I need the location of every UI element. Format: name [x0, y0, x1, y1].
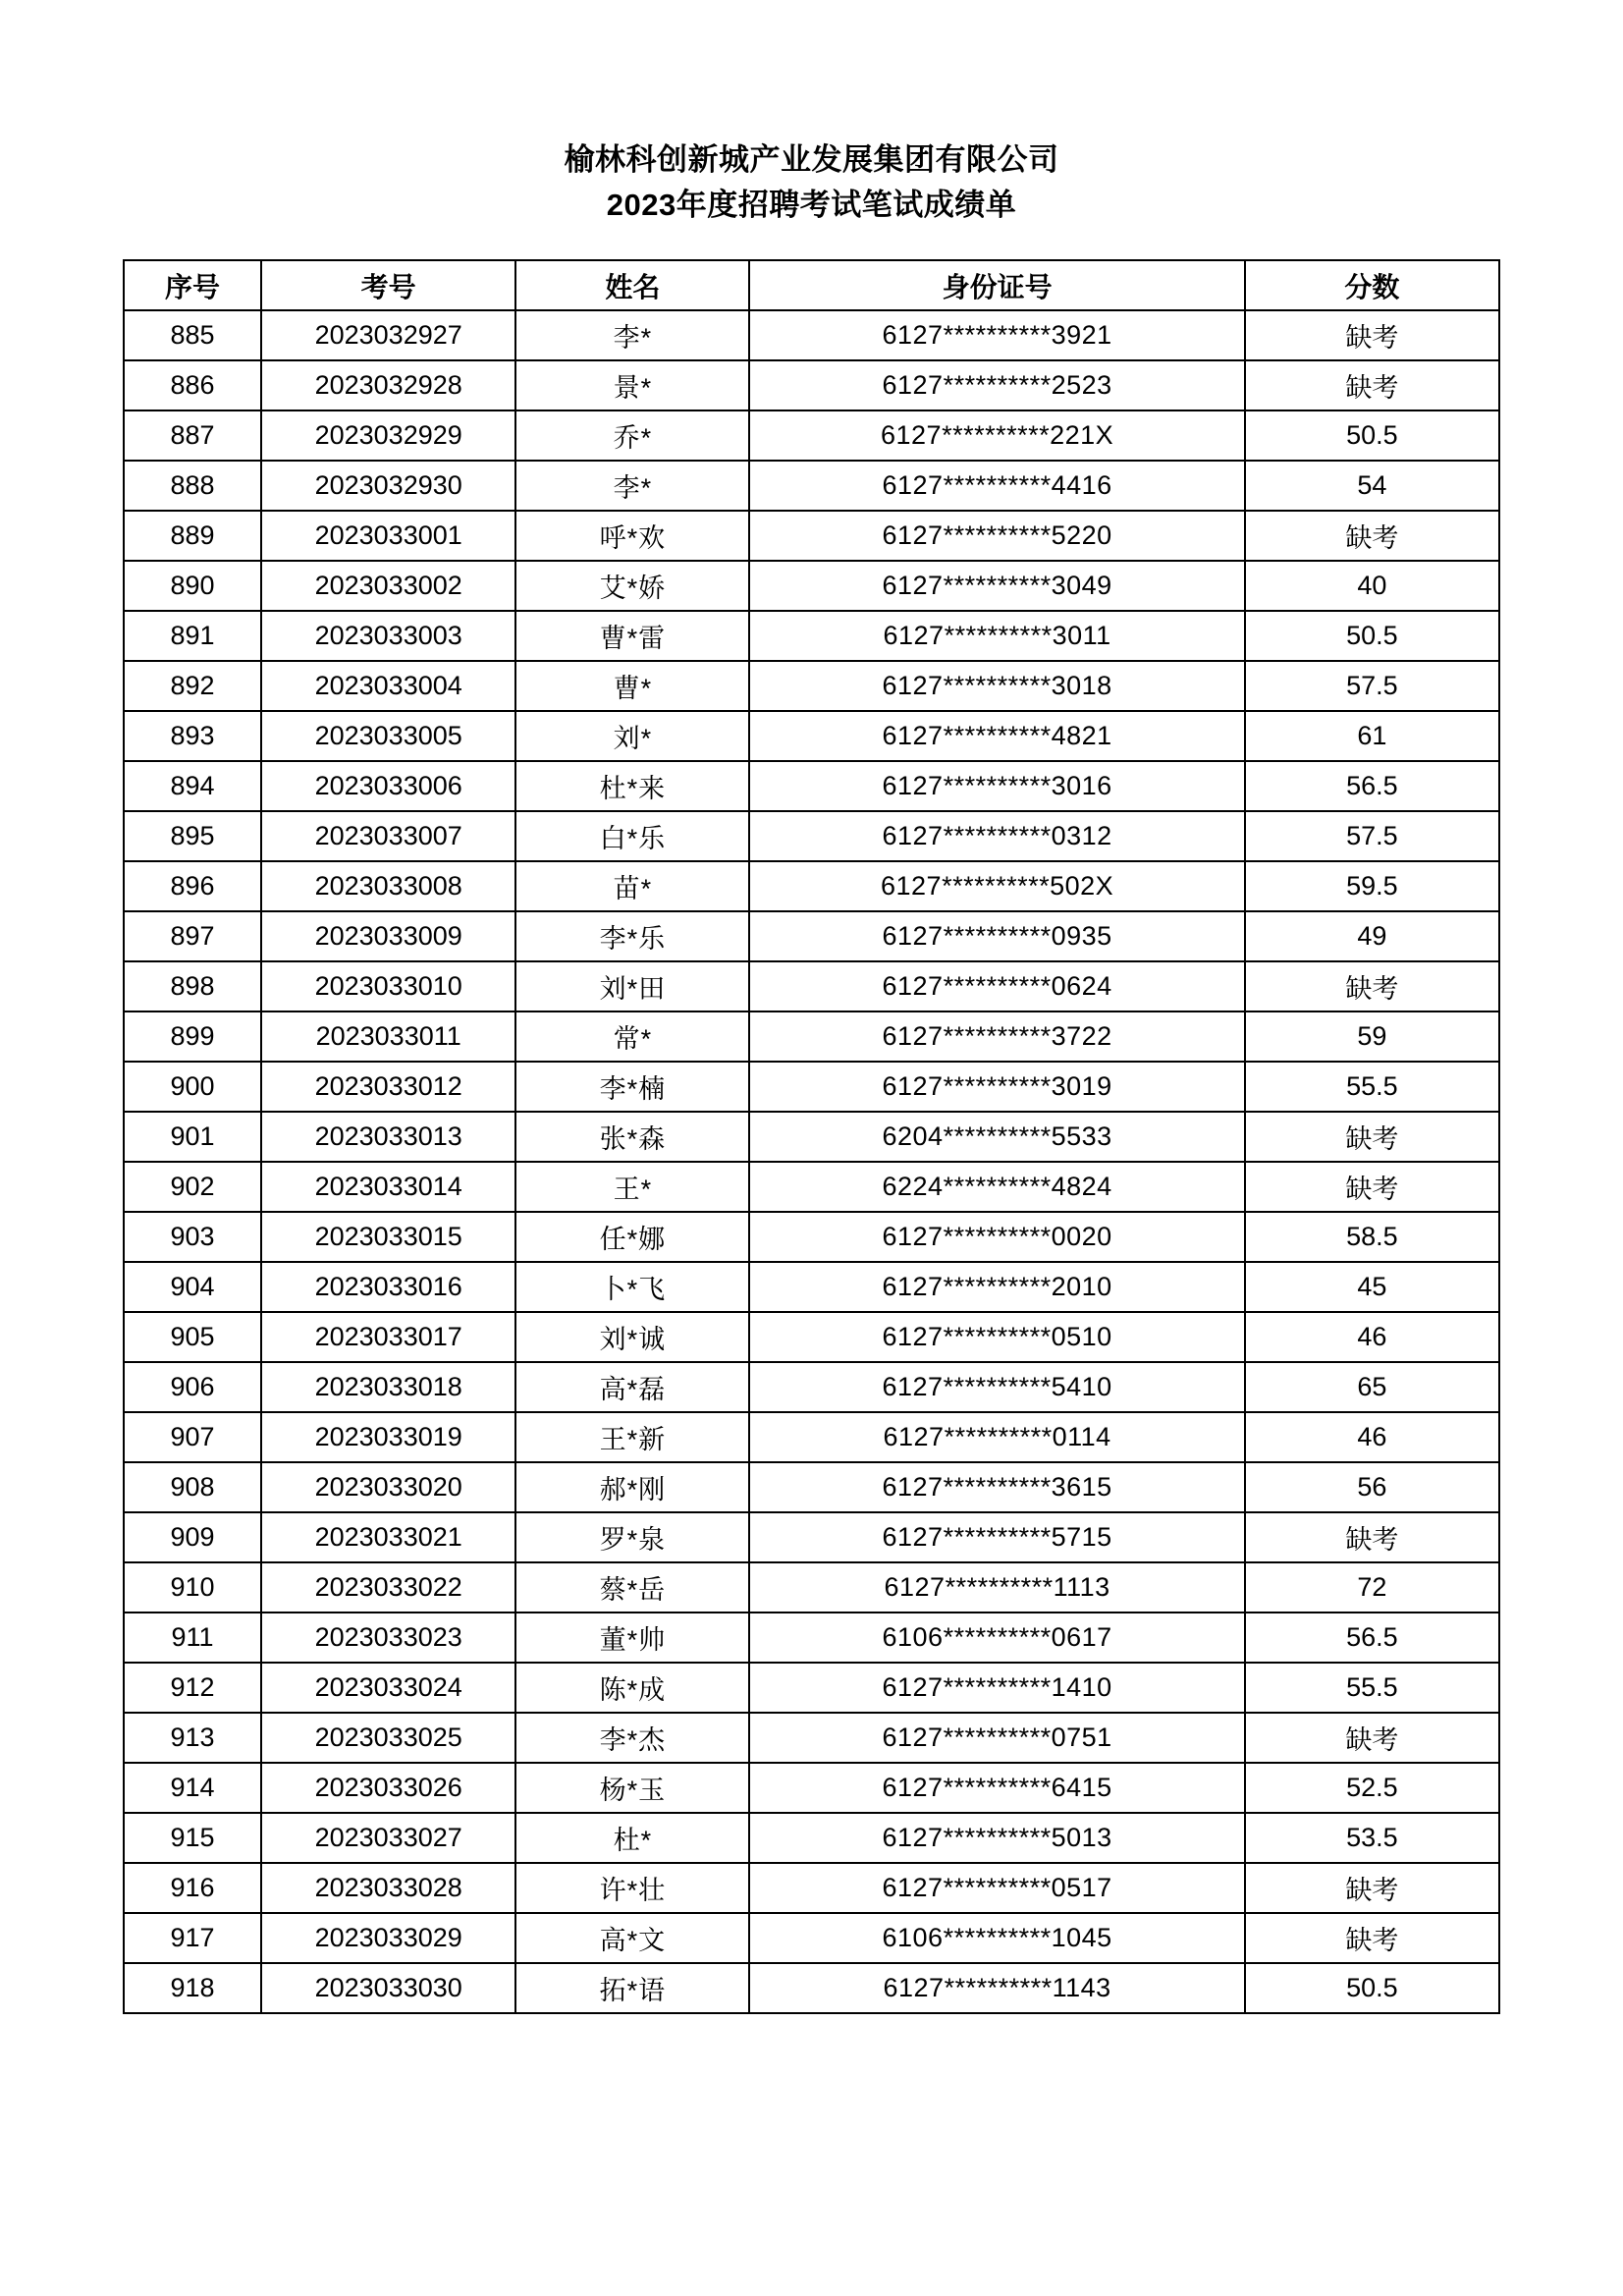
table-row [124, 761, 1499, 811]
cell-exam-no: 2023033001 [261, 511, 515, 561]
cell-id-no: 6127**********3018 [749, 661, 1244, 711]
cell-id-no: 6127**********0312 [749, 811, 1244, 861]
cell-id-no: 6127**********0935 [749, 911, 1244, 961]
table-row [124, 1362, 1499, 1412]
table-row [124, 911, 1499, 961]
cell-index: 893 [124, 711, 261, 761]
cell-exam-no: 2023033022 [261, 1562, 515, 1613]
cell-index: 916 [124, 1863, 261, 1913]
column-header-id-no: 身份证号 [749, 260, 1244, 310]
cell-exam-no: 2023033002 [261, 561, 515, 611]
cell-index: 890 [124, 561, 261, 611]
cell-exam-no: 2023033011 [261, 1011, 515, 1062]
cell-name: 李*杰 [515, 1713, 749, 1763]
cell-index: 913 [124, 1713, 261, 1763]
cell-id-no: 6127**********4416 [749, 461, 1244, 511]
cell-exam-no: 2023033021 [261, 1512, 515, 1562]
cell-score: 缺考 [1245, 1713, 1499, 1763]
cell-index: 900 [124, 1062, 261, 1112]
cell-name: 董*帅 [515, 1613, 749, 1663]
cell-name: 李* [515, 310, 749, 360]
cell-id-no: 6127**********2523 [749, 360, 1244, 410]
cell-score: 59 [1245, 1011, 1499, 1062]
table-row [124, 1663, 1499, 1713]
table-row [124, 1562, 1499, 1613]
cell-exam-no: 2023033017 [261, 1312, 515, 1362]
table-row [124, 1112, 1499, 1162]
cell-index: 903 [124, 1212, 261, 1262]
cell-score: 49 [1245, 911, 1499, 961]
cell-index: 917 [124, 1913, 261, 1963]
cell-exam-no: 2023033003 [261, 611, 515, 661]
cell-score: 53.5 [1245, 1813, 1499, 1863]
cell-score: 缺考 [1245, 511, 1499, 561]
cell-index: 905 [124, 1312, 261, 1362]
cell-exam-no: 2023033013 [261, 1112, 515, 1162]
cell-score: 40 [1245, 561, 1499, 611]
cell-id-no: 6127**********221X [749, 410, 1244, 461]
cell-score: 57.5 [1245, 811, 1499, 861]
cell-id-no: 6127**********1113 [749, 1562, 1244, 1613]
cell-id-no: 6127**********502X [749, 861, 1244, 911]
table-row [124, 1412, 1499, 1462]
table-row [124, 1763, 1499, 1813]
table-row [124, 310, 1499, 360]
cell-exam-no: 2023033025 [261, 1713, 515, 1763]
cell-index: 901 [124, 1112, 261, 1162]
cell-id-no: 6127**********1143 [749, 1963, 1244, 2013]
cell-score: 缺考 [1245, 360, 1499, 410]
cell-id-no: 6127**********0624 [749, 961, 1244, 1011]
cell-exam-no: 2023033024 [261, 1663, 515, 1713]
cell-exam-no: 2023033009 [261, 911, 515, 961]
cell-score: 57.5 [1245, 661, 1499, 711]
cell-exam-no: 2023033030 [261, 1963, 515, 2013]
cell-score: 缺考 [1245, 1162, 1499, 1212]
cell-exam-no: 2023033015 [261, 1212, 515, 1262]
cell-exam-no: 2023033006 [261, 761, 515, 811]
table-row [124, 811, 1499, 861]
cell-exam-no: 2023033012 [261, 1062, 515, 1112]
cell-name: 杜*来 [515, 761, 749, 811]
cell-exam-no: 2023033007 [261, 811, 515, 861]
table-row [124, 961, 1499, 1011]
cell-exam-no: 2023032928 [261, 360, 515, 410]
cell-name: 杨*玉 [515, 1763, 749, 1813]
cell-score: 55.5 [1245, 1062, 1499, 1112]
cell-id-no: 6127**********0517 [749, 1863, 1244, 1913]
cell-id-no: 6127**********5715 [749, 1512, 1244, 1562]
cell-index: 907 [124, 1412, 261, 1462]
table-row [124, 1813, 1499, 1863]
cell-id-no: 6127**********3016 [749, 761, 1244, 811]
cell-name: 艾*娇 [515, 561, 749, 611]
cell-id-no: 6127**********0751 [749, 1713, 1244, 1763]
cell-score: 50.5 [1245, 410, 1499, 461]
cell-name: 呼*欢 [515, 511, 749, 561]
title-line-1: 榆林科创新城产业发展集团有限公司 [564, 142, 1059, 177]
cell-name: 李*楠 [515, 1062, 749, 1112]
cell-id-no: 6127**********3615 [749, 1462, 1244, 1512]
cell-score: 缺考 [1245, 1913, 1499, 1963]
cell-id-no: 6127**********3049 [749, 561, 1244, 611]
cell-exam-no: 2023033008 [261, 861, 515, 911]
cell-index: 909 [124, 1512, 261, 1562]
table-row [124, 861, 1499, 911]
cell-name: 曹* [515, 661, 749, 711]
cell-name: 刘*诚 [515, 1312, 749, 1362]
cell-id-no: 6127**********5220 [749, 511, 1244, 561]
cell-name: 陈*成 [515, 1663, 749, 1713]
table-row [124, 1613, 1499, 1663]
cell-score: 56 [1245, 1462, 1499, 1512]
cell-score: 52.5 [1245, 1763, 1499, 1813]
table-row [124, 410, 1499, 461]
cell-name: 杜* [515, 1813, 749, 1863]
cell-name: 刘*田 [515, 961, 749, 1011]
cell-index: 895 [124, 811, 261, 861]
cell-exam-no: 2023033014 [261, 1162, 515, 1212]
cell-score: 缺考 [1245, 1512, 1499, 1562]
column-header-score: 分数 [1245, 260, 1499, 310]
cell-name: 景* [515, 360, 749, 410]
cell-score: 46 [1245, 1312, 1499, 1362]
cell-exam-no: 2023033028 [261, 1863, 515, 1913]
table-row [124, 461, 1499, 511]
cell-id-no: 6127**********2010 [749, 1262, 1244, 1312]
cell-name: 许*壮 [515, 1863, 749, 1913]
cell-score: 缺考 [1245, 310, 1499, 360]
score-table-body [124, 310, 1499, 2013]
cell-id-no: 6106**********1045 [749, 1913, 1244, 1963]
cell-name: 王* [515, 1162, 749, 1212]
cell-id-no: 6127**********3722 [749, 1011, 1244, 1062]
cell-exam-no: 2023033018 [261, 1362, 515, 1412]
cell-score: 45 [1245, 1262, 1499, 1312]
cell-exam-no: 2023032929 [261, 410, 515, 461]
column-header-name: 姓名 [515, 260, 749, 310]
cell-score: 56.5 [1245, 761, 1499, 811]
table-row [124, 711, 1499, 761]
cell-name: 李*乐 [515, 911, 749, 961]
cell-score: 缺考 [1245, 1863, 1499, 1913]
table-row [124, 1963, 1499, 2013]
cell-id-no: 6127**********3019 [749, 1062, 1244, 1112]
cell-exam-no: 2023033027 [261, 1813, 515, 1863]
title-line-2: 2023年度招聘考试笔试成绩单 [606, 188, 1017, 222]
table-row [124, 561, 1499, 611]
cell-name: 任*娜 [515, 1212, 749, 1262]
cell-index: 887 [124, 410, 261, 461]
cell-id-no: 6127**********3011 [749, 611, 1244, 661]
cell-score: 61 [1245, 711, 1499, 761]
table-row [124, 360, 1499, 410]
cell-id-no: 6127**********1410 [749, 1663, 1244, 1713]
cell-exam-no: 2023033019 [261, 1412, 515, 1462]
table-row [124, 1312, 1499, 1362]
cell-exam-no: 2023033020 [261, 1462, 515, 1512]
table-row [124, 1512, 1499, 1562]
cell-id-no: 6127**********0114 [749, 1412, 1244, 1462]
score-table [123, 259, 1500, 2014]
table-header-row [124, 260, 1499, 310]
cell-id-no: 6127**********0510 [749, 1312, 1244, 1362]
cell-score: 59.5 [1245, 861, 1499, 911]
cell-exam-no: 2023033004 [261, 661, 515, 711]
cell-name: 曹*雷 [515, 611, 749, 661]
cell-id-no: 6127**********0020 [749, 1212, 1244, 1262]
cell-index: 914 [124, 1763, 261, 1813]
cell-index: 904 [124, 1262, 261, 1312]
cell-name: 乔* [515, 410, 749, 461]
cell-id-no: 6127**********6415 [749, 1763, 1244, 1813]
cell-exam-no: 2023033026 [261, 1763, 515, 1813]
cell-id-no: 6224**********4824 [749, 1162, 1244, 1212]
cell-score: 55.5 [1245, 1663, 1499, 1713]
cell-score: 72 [1245, 1562, 1499, 1613]
cell-name: 张*森 [515, 1112, 749, 1162]
table-row [124, 1462, 1499, 1512]
cell-index: 886 [124, 360, 261, 410]
cell-id-no: 6127**********4821 [749, 711, 1244, 761]
cell-score: 54 [1245, 461, 1499, 511]
cell-exam-no: 2023033029 [261, 1913, 515, 1963]
cell-index: 902 [124, 1162, 261, 1212]
table-row [124, 511, 1499, 561]
cell-name: 白*乐 [515, 811, 749, 861]
cell-index: 918 [124, 1963, 261, 2013]
cell-score: 56.5 [1245, 1613, 1499, 1663]
cell-id-no: 6106**********0617 [749, 1613, 1244, 1663]
page-title [123, 137, 1500, 228]
cell-exam-no: 2023033010 [261, 961, 515, 1011]
cell-name: 蔡*岳 [515, 1562, 749, 1613]
table-row [124, 1863, 1499, 1913]
cell-id-no: 6127**********5013 [749, 1813, 1244, 1863]
cell-exam-no: 2023033023 [261, 1613, 515, 1663]
cell-name: 王*新 [515, 1412, 749, 1462]
cell-exam-no: 2023032927 [261, 310, 515, 360]
cell-index: 908 [124, 1462, 261, 1512]
cell-name: 刘* [515, 711, 749, 761]
table-row [124, 1212, 1499, 1262]
cell-score: 65 [1245, 1362, 1499, 1412]
table-row [124, 1062, 1499, 1112]
cell-index: 911 [124, 1613, 261, 1663]
cell-index: 896 [124, 861, 261, 911]
cell-score: 50.5 [1245, 1963, 1499, 2013]
cell-index: 915 [124, 1813, 261, 1863]
cell-index: 906 [124, 1362, 261, 1412]
cell-index: 899 [124, 1011, 261, 1062]
table-row [124, 661, 1499, 711]
cell-name: 高*文 [515, 1913, 749, 1963]
cell-name: 高*磊 [515, 1362, 749, 1412]
cell-index: 888 [124, 461, 261, 511]
table-row [124, 611, 1499, 661]
cell-name: 苗* [515, 861, 749, 911]
cell-name: 李* [515, 461, 749, 511]
cell-index: 892 [124, 661, 261, 711]
cell-exam-no: 2023033016 [261, 1262, 515, 1312]
cell-id-no: 6127**********5410 [749, 1362, 1244, 1412]
table-row [124, 1162, 1499, 1212]
cell-index: 885 [124, 310, 261, 360]
cell-index: 910 [124, 1562, 261, 1613]
table-row [124, 1713, 1499, 1763]
cell-score: 50.5 [1245, 611, 1499, 661]
column-header-index: 序号 [124, 260, 261, 310]
cell-index: 912 [124, 1663, 261, 1713]
cell-score: 46 [1245, 1412, 1499, 1462]
table-row [124, 1011, 1499, 1062]
cell-name: 卜*飞 [515, 1262, 749, 1312]
cell-id-no: 6127**********3921 [749, 310, 1244, 360]
cell-id-no: 6204**********5533 [749, 1112, 1244, 1162]
cell-name: 拓*语 [515, 1963, 749, 2013]
cell-name: 常* [515, 1011, 749, 1062]
cell-index: 889 [124, 511, 261, 561]
column-header-exam-no: 考号 [261, 260, 515, 310]
cell-index: 897 [124, 911, 261, 961]
cell-index: 894 [124, 761, 261, 811]
cell-exam-no: 2023033005 [261, 711, 515, 761]
cell-score: 缺考 [1245, 961, 1499, 1011]
cell-score: 缺考 [1245, 1112, 1499, 1162]
cell-index: 891 [124, 611, 261, 661]
cell-name: 罗*泉 [515, 1512, 749, 1562]
cell-exam-no: 2023032930 [261, 461, 515, 511]
cell-index: 898 [124, 961, 261, 1011]
table-row [124, 1262, 1499, 1312]
cell-name: 郝*刚 [515, 1462, 749, 1512]
table-row [124, 1913, 1499, 1963]
cell-score: 58.5 [1245, 1212, 1499, 1262]
score-table-container [123, 259, 1500, 2014]
